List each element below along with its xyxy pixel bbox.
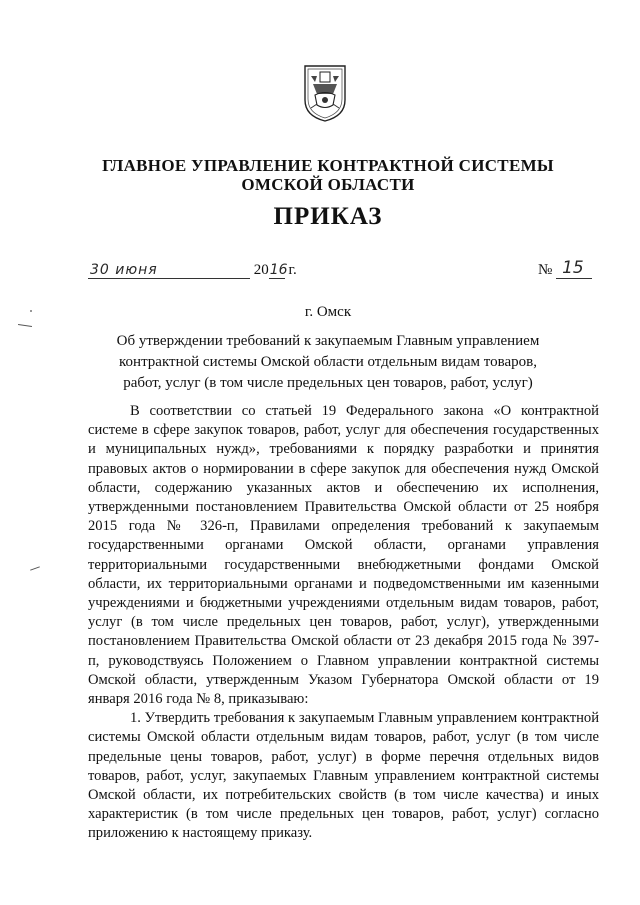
year-prefix: 20 — [253, 262, 269, 278]
date-field — [88, 262, 250, 279]
handwritten-date: 30 июня — [90, 262, 158, 278]
year-field — [269, 262, 288, 279]
organization-name-line1: ГЛАВНОЕ УПРАВЛЕНИЕ КОНТРАКТНОЙ СИСТЕМЫ — [102, 156, 554, 175]
preamble-paragraph: В соответствии со статьей 19 Федерального закона «О контрактной системе в сфере закупок товаров, работ, услуг для обеспечения государственных и муниципальных нужд», требованиями к порядку разработки и принятия правовых актов о нормировании в сфере закупок для обеспечения нужд Омской области, содержанию указанных актов и обеспечению их исполнения, утвержденными постановлением Правительства Омской области от 25 ноября 2015 года № 326-п, Правилами определения требований к закупаемым государственными органами Омской области, органами управления территориальными государственными внебюджетными фондами Омской области, их территориальными органами и подведомственными им казенными учреждениями и бюджетными учреждениями отдельным видам товаров, работ, услуг (в том числе предельных цен товаров, работ, услуг), утвержденными постановлением Правительства Омской области от 23 декабря 2015 года № 397-п, руководствуясь Положением о Главном управлении контрактной системы Омской области, утвержденным Указом Губернатора Омской области от 19 января 2016 года № 8, приказываю: — [88, 403, 599, 708]
organization-name-line2: ОМСКОЙ ОБЛАСТИ — [241, 175, 415, 194]
order-subject: Об утверждении требований к закупаемым Главным управлением контрактной системы Омской области отдельным видам товаров, работ, услуг (в том числе предельных цен товаров, работ, услуг) — [116, 333, 540, 391]
handwritten-year: 16 — [269, 262, 288, 278]
order-date — [88, 262, 297, 279]
order-body — [88, 402, 599, 844]
year-suffix: г. — [288, 262, 297, 278]
scan-mark — [30, 310, 32, 312]
order-number — [538, 258, 592, 279]
document-title: ПРИКАЗ — [273, 203, 383, 230]
clause-1-paragraph: 1. Утвердить требования к закупаемым Главным управлением контрактной системы Омской области отдельным видам товаров, работ, услуг (в том числе предельные цены товаров, работ, услуг) в форме перечня отдельных видов товаров, работ, услуг, закупаемых Главным управлением контрактной системы Омской области, их потребительских свойств (в том числе качества) и иных характеристик (в том числе предельных цен товаров, работ, услуг) согласно приложению к настоящему приказу. — [88, 710, 599, 842]
city: г. Омск — [304, 304, 352, 320]
scan-mark — [30, 566, 40, 570]
number-field — [556, 258, 592, 279]
scan-mark — [18, 324, 32, 327]
handwritten-number: 15 — [562, 258, 584, 278]
coat-of-arms-icon — [303, 64, 347, 122]
number-symbol: № — [538, 262, 553, 278]
